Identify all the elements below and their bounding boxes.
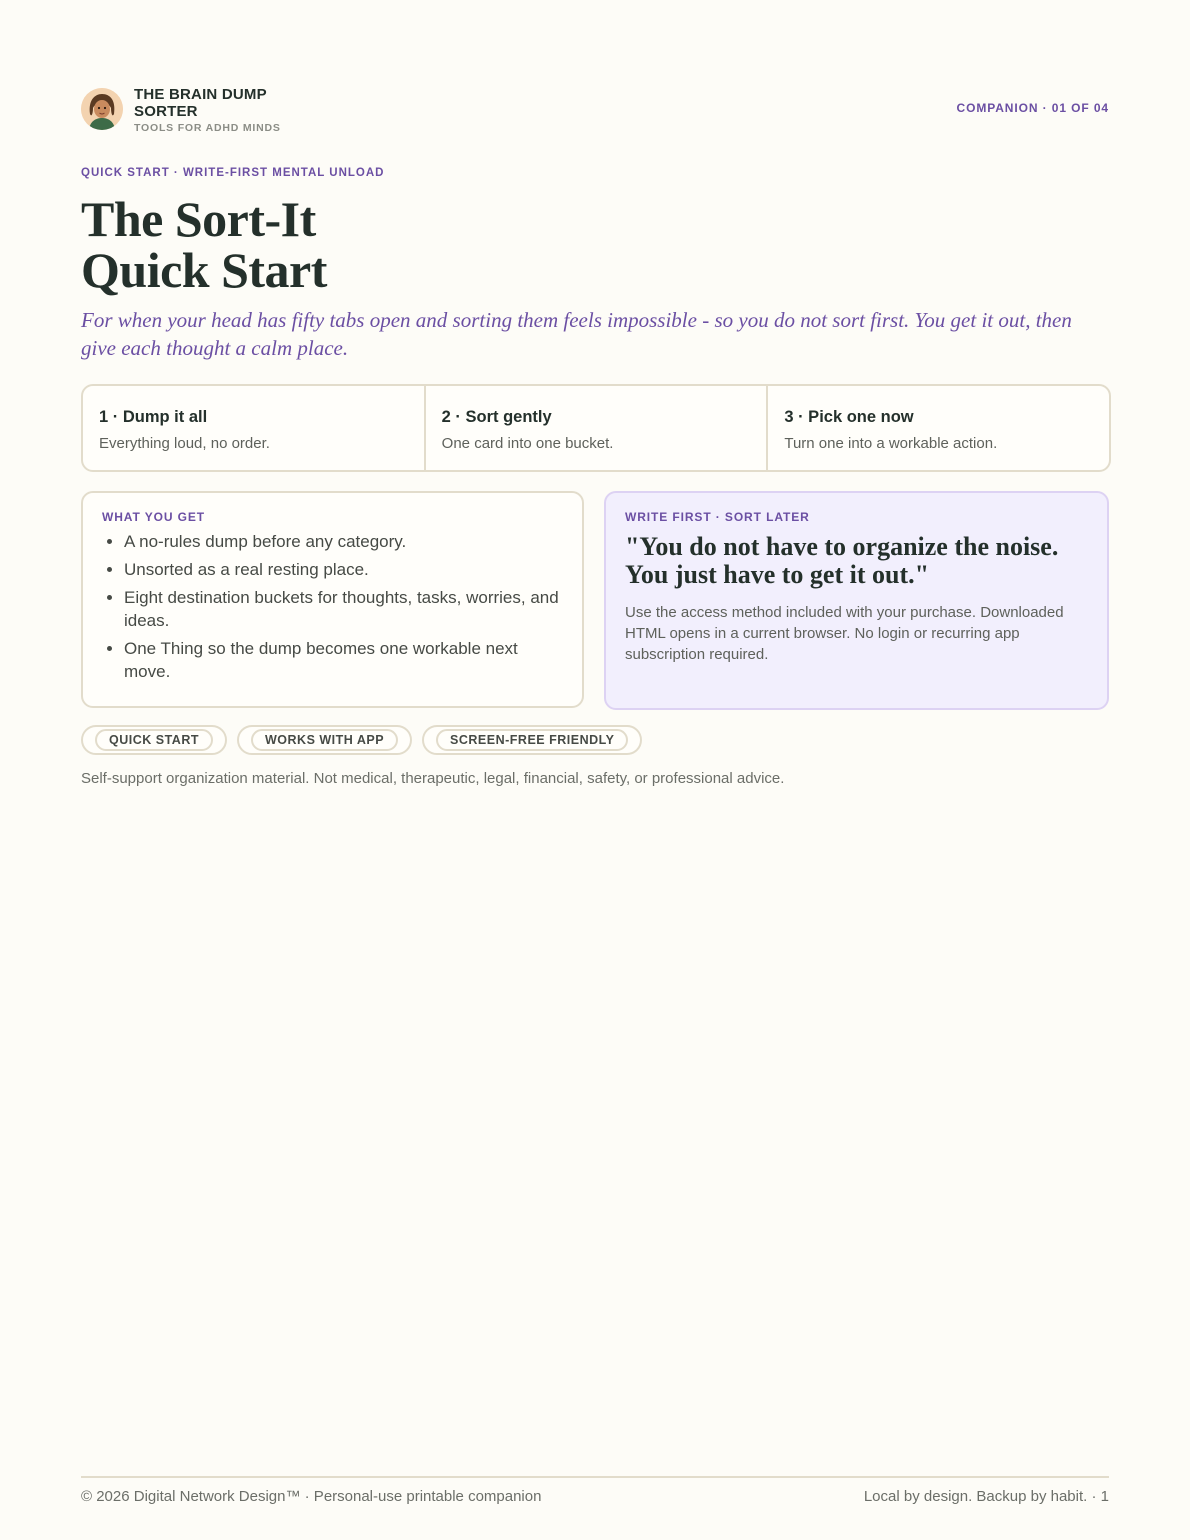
quote-card [604,491,1109,710]
pill-label: QUICK START [95,729,213,751]
step-title: 2 · Sort gently [441,408,552,426]
list-item: • A no-rules dump before any category. [124,530,563,553]
companion-counter: COMPANION · 01 OF 04 [956,101,1109,115]
step-title: 3 · Pick one now [784,408,914,426]
quote-line-2: You just have to get it out." [625,560,930,589]
page [81,0,1109,1540]
pill-quick-start [81,725,227,755]
step-desc: Turn one into a workable action. [784,435,998,452]
step-title: 1 · Dump it all [99,408,208,426]
step-desc: Everything loud, no order. [99,435,270,452]
access-note: Use the access method included with your purchase. Downloaded HTML opens in a current browser. No login or recurring app subscription required. [625,604,1064,663]
title-line-2: Quick Start [81,242,327,298]
footer-page-note: Local by design. Backup by habit. · 1 [863,1488,1109,1505]
brand [81,86,304,134]
disclaimer: Self-support organization material. Not medical, therapeutic, legal, financial, safety, or professional advice. [81,770,785,787]
step-1 [83,386,426,470]
title-line-1: The Sort-It [81,191,316,247]
pill-works-with-app [237,725,412,755]
list-item: • Eight destination buckets for thoughts, tasks, worries, and ideas. [124,586,563,632]
footer-copyright: © 2026 Digital Network Design™ · Personal-use printable companion [81,1488,542,1505]
subtitle: For when your head has fifty tabs open and sorting them feels impossible - so you do not sort first. You get it out, then give each thought a calm place. [81,308,1072,360]
step-2 [426,386,769,470]
pill-label: SCREEN-FREE FRIENDLY [436,729,628,751]
tag-pills [81,725,652,755]
quote [625,533,1088,589]
avatar-illustration-icon [81,88,123,130]
card-label: WRITE FIRST · SORT LATER [625,510,810,524]
list-item: • Unsorted as a real resting place. [124,558,563,581]
pill-screen-free [422,725,642,755]
step-3 [768,386,1109,470]
steps-strip [81,384,1111,472]
benefit-list [102,530,563,683]
list-item: • One Thing so the dump becomes one workable next move. [124,637,563,683]
avatar [81,88,123,130]
footer-divider [81,1476,1109,1478]
brand-tagline: TOOLS FOR ADHD MINDS [134,122,281,134]
what-you-get-card [81,491,584,708]
step-desc: One card into one bucket. [441,435,614,452]
brand-name: THE BRAIN DUMP SORTER [134,86,267,120]
quote-line-1: "You do not have to organize the noise. [625,532,1059,561]
eyebrow: QUICK START · WRITE-FIRST MENTAL UNLOAD [81,167,385,179]
pill-label: WORKS WITH APP [251,729,398,751]
card-label: WHAT YOU GET [102,510,206,524]
page-title [81,191,327,298]
